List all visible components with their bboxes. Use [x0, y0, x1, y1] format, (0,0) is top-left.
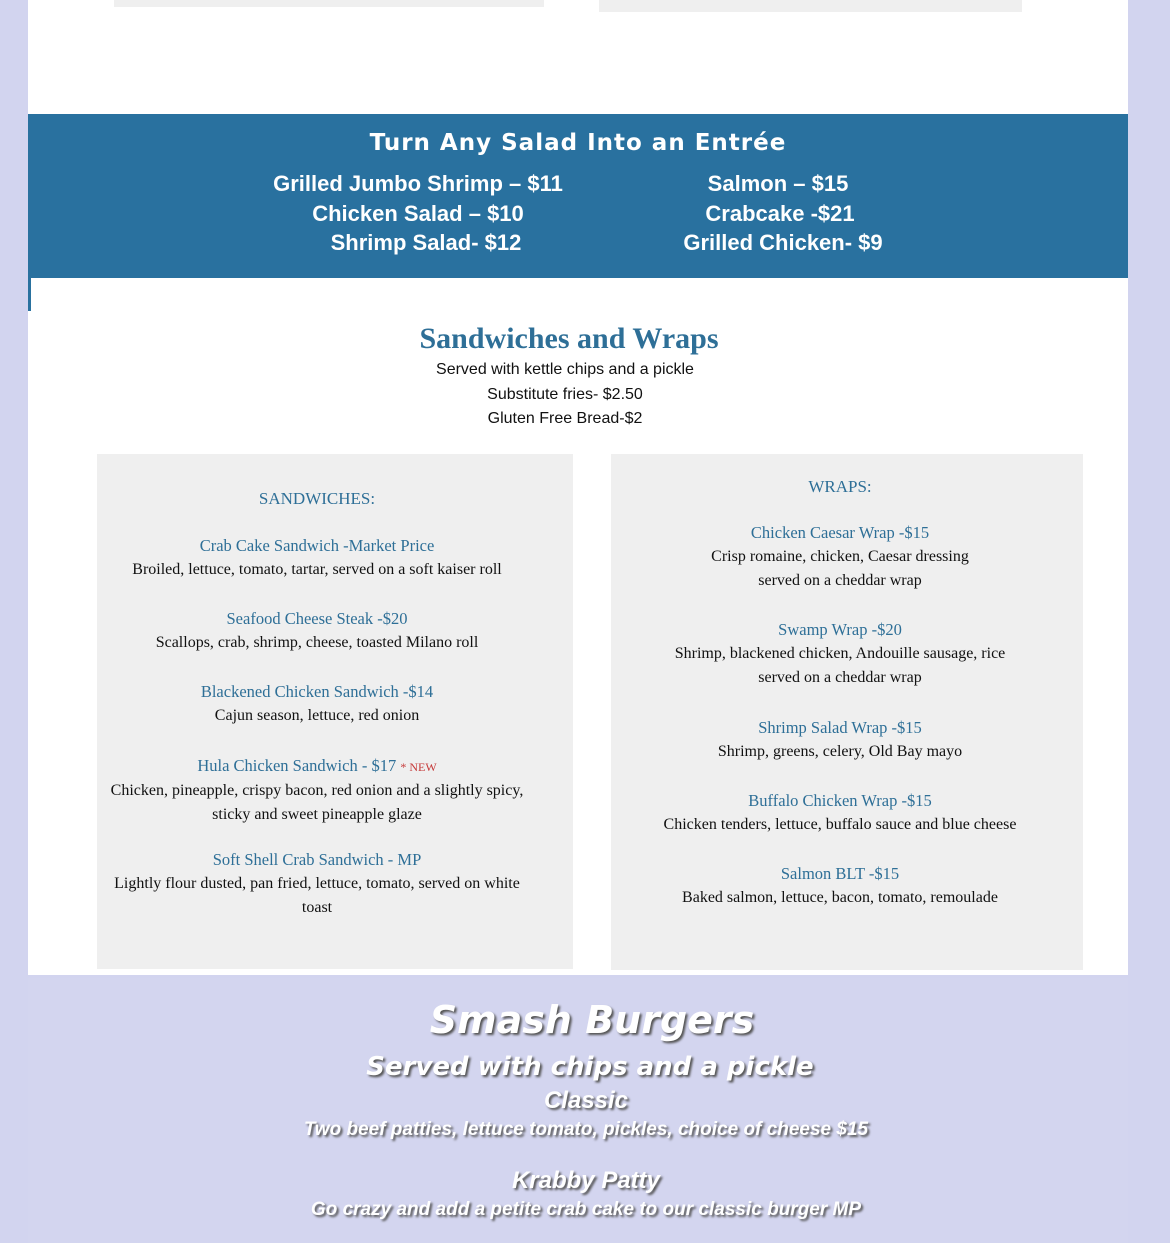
salad-panel-right-bottom — [599, 0, 1022, 12]
entree-item: Grilled Chicken- $9 — [683, 230, 883, 255]
menu-item — [79, 754, 555, 827]
entree-item: Crabcake -$21 — [705, 200, 855, 226]
burger-name: Classic — [543, 1087, 629, 1114]
entree-band — [28, 114, 1128, 278]
menu-item — [79, 848, 555, 920]
section-subtitle: Served with kettle chips and a pickle — [436, 361, 694, 378]
item-name: Buffalo Chicken Wrap -$15 — [748, 791, 932, 810]
section-subtitle: Substitute fries- $2.50 — [487, 386, 643, 403]
item-description: Lightly flour dusted, pan fried, lettuce, tomato, served on white — [114, 875, 520, 892]
burger-description: Go crazy and add a petite crab cake to our classic burger MP — [310, 1199, 862, 1220]
item-description: Shrimp, blackened chicken, Andouille sausage, rice — [674, 645, 1006, 662]
new-badge: * NEW — [400, 760, 437, 774]
wraps-heading: WRAPS: — [808, 477, 872, 496]
item-name: Blackened Chicken Sandwich -$14 — [200, 682, 434, 701]
sandwiches-heading: SANDWICHES: — [258, 489, 376, 508]
item-name: Shrimp Salad Wrap -$15 — [758, 718, 922, 737]
band-accent — [28, 278, 31, 311]
entree-item: Grilled Jumbo Shrimp – $11 — [273, 171, 563, 196]
item-name: Soft Shell Crab Sandwich - MP — [212, 850, 422, 869]
item-name: Hula Chicken Sandwich - $17 — [197, 756, 397, 775]
item-name: Swamp Wrap -$20 — [778, 620, 902, 639]
item-name: Seafood Cheese Steak -$20 — [226, 609, 408, 628]
entree-list-left — [248, 169, 588, 258]
burgers-subtitle: Served with chips and a pickle — [366, 1052, 814, 1082]
menu-item — [79, 607, 555, 655]
item-description: served on a cheddar wrap — [758, 572, 922, 589]
entree-item: Chicken Salad – $10 — [312, 200, 524, 226]
salad-panel-left-bottom — [114, 0, 544, 7]
burger-name: Krabby Patty — [511, 1167, 661, 1194]
menu-item — [604, 862, 1076, 910]
menu-item — [604, 618, 1076, 690]
item-name-row — [79, 754, 555, 779]
entree-list-right — [653, 169, 923, 258]
item-description: Chicken tenders, lettuce, buffalo sauce and blue cheese — [663, 816, 1017, 833]
item-description: Cajun season, lettuce, red onion — [214, 707, 420, 724]
menu-item — [604, 521, 1076, 593]
menu-item — [79, 534, 555, 582]
item-description: Baked salmon, lettuce, bacon, tomato, remoulade — [682, 889, 998, 906]
menu-item — [79, 680, 555, 728]
item-name: Salmon BLT -$15 — [780, 864, 900, 883]
burgers-title: Smash Burgers — [429, 998, 755, 1042]
item-description: sticky and sweet pineapple glaze — [212, 806, 422, 823]
item-description: Broiled, lettuce, tomato, tartar, served on a soft kaiser roll — [132, 561, 502, 578]
section-subtitle: Gluten Free Bread-$2 — [487, 410, 643, 427]
entree-item: Shrimp Salad- $12 — [330, 230, 522, 255]
menu-item — [604, 789, 1076, 837]
item-description: Shrimp, greens, celery, Old Bay mayo — [717, 743, 963, 760]
item-name: Crab Cake Sandwich -Market Price — [199, 536, 435, 555]
item-description: Scallops, crab, shrimp, cheese, toasted Milano roll — [155, 634, 479, 651]
menu-item — [604, 716, 1076, 764]
entree-title: Turn Any Salad Into an Entrée — [369, 130, 787, 156]
smash-burgers-section — [28, 978, 1128, 1243]
entree-item: Salmon – $15 — [707, 171, 849, 196]
wraps-panel — [611, 454, 1083, 970]
item-description: Chicken, pineapple, crispy bacon, red onion and a slightly spicy, — [110, 782, 524, 799]
sandwiches-panel — [97, 454, 573, 969]
item-name: Chicken Caesar Wrap -$15 — [750, 523, 930, 542]
burger-description: Two beef patties, lettuce tomato, pickles, choice of cheese $15 — [303, 1119, 869, 1140]
item-description: toast — [301, 899, 333, 916]
item-description: served on a cheddar wrap — [758, 669, 922, 686]
section-title: Sandwiches and Wraps — [419, 322, 719, 355]
item-description: Crisp romaine, chicken, Caesar dressing — [711, 548, 969, 565]
